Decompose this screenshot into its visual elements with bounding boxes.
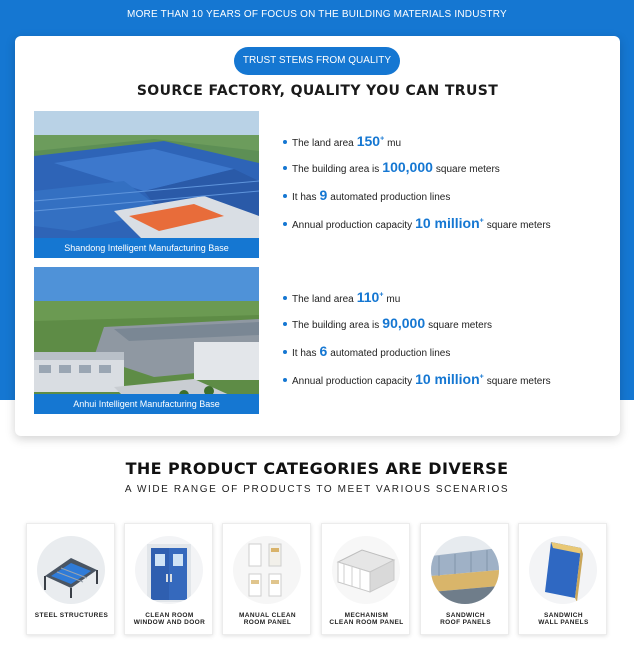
stat-capacity: Annual production capacity 10 million+ square meters	[283, 371, 551, 391]
stat-land-area: The land area 150+ mu	[283, 133, 401, 153]
trust-badge[interactable]: TRUST STEMS FROM QUALITY	[234, 47, 400, 75]
section-title-factory: SOURCE FACTORY, QUALITY YOU CAN TRUST	[136, 83, 499, 99]
mechanism-panel-image	[332, 536, 400, 604]
factory-aerial-image	[34, 267, 259, 414]
bullet-icon	[283, 296, 287, 300]
roof-panel-image	[431, 536, 499, 604]
factory-caption: Shandong Intelligent Manufacturing Base	[34, 238, 259, 258]
product-card-manual-panel[interactable]	[222, 523, 311, 635]
section-subtitle-products: A WIDE RANGE OF PRODUCTS TO MEET VARIOUS SCENARIOS	[124, 484, 510, 495]
factory-card	[15, 36, 620, 436]
bullet-icon	[283, 378, 287, 382]
product-label: SANDWICH WALL PANELS	[538, 612, 589, 626]
bullet-icon	[283, 222, 287, 226]
product-label: STEEL STRUCTURES	[34, 612, 109, 619]
section-title-products: THE PRODUCT CATEGORIES ARE DIVERSE	[125, 459, 509, 478]
wall-panel-image	[529, 536, 597, 604]
bullet-icon	[283, 322, 287, 326]
header-tagline: MORE THAN 10 YEARS OF FOCUS ON THE BUILDING MATERIALS INDUSTRY	[127, 9, 507, 20]
stat-production-lines: It has 9 automated production lines	[283, 187, 450, 207]
product-label: MECHANISM CLEAN ROOM PANEL	[329, 612, 404, 626]
factory-caption: Anhui Intelligent Manufacturing Base	[34, 394, 259, 414]
stat-building-area: The building area is 90,000 square meters	[283, 315, 492, 335]
product-card-mechanism-panel[interactable]	[321, 523, 410, 635]
stat-capacity: Annual production capacity 10 million+ square meters	[283, 215, 551, 235]
bullet-icon	[283, 140, 287, 144]
product-label: MANUAL CLEAN ROOM PANEL	[238, 612, 297, 626]
product-card-clean-room-door[interactable]	[124, 523, 213, 635]
factory-photo-anhui	[34, 267, 259, 414]
bullet-icon	[283, 166, 287, 170]
stat-production-lines: It has 6 automated production lines	[283, 343, 450, 363]
product-card-roof-panel[interactable]	[420, 523, 509, 635]
bullet-icon	[283, 194, 287, 198]
product-card-steel-structures[interactable]	[26, 523, 115, 635]
manual-panel-image	[233, 536, 301, 604]
product-label: CLEAN ROOM WINDOW AND DOOR	[133, 612, 206, 626]
product-card-wall-panel[interactable]	[518, 523, 607, 635]
product-label: SANDWICH ROOF PANELS	[440, 612, 491, 626]
stat-building-area: The building area is 100,000 square meters	[283, 159, 500, 179]
steel-structure-image	[37, 536, 105, 604]
factory-photo-shandong	[34, 111, 259, 258]
clean-room-door-image	[135, 536, 203, 604]
stat-land-area: The land area 110+ mu	[283, 289, 400, 309]
factory-aerial-image	[34, 111, 259, 258]
bullet-icon	[283, 350, 287, 354]
